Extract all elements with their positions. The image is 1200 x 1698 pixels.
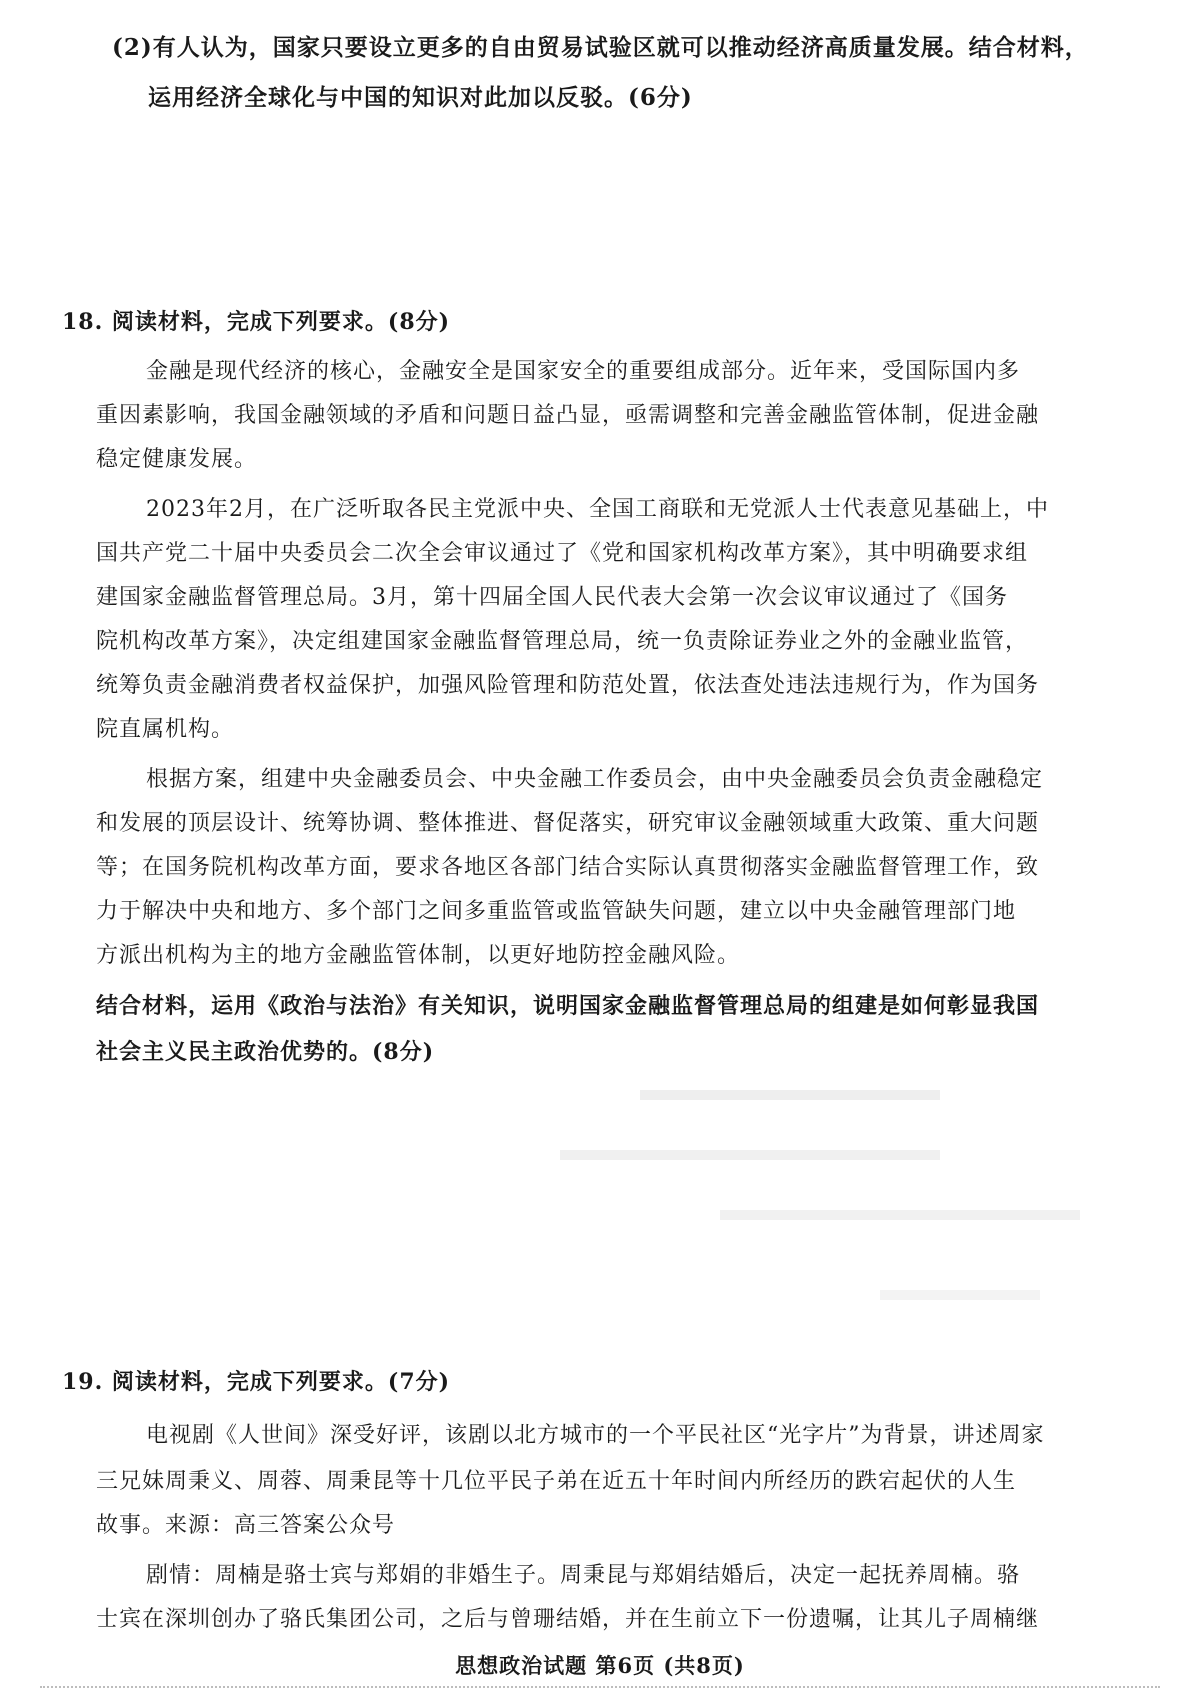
q18-header: 18. 阅读材料，完成下列要求。(8分)	[62, 309, 451, 335]
scan-bleed-through	[720, 1210, 1080, 1234]
q18-p2-line: 院机构改革方案》，决定组建国家金融监督管理总局，统一负责除证券业之外的金融业监管，	[96, 629, 1029, 654]
q18-p2-line: 统筹负责金融消费者权益保护，加强风险管理和防范处置，依法查处违法违规行为，作为国务	[96, 673, 1040, 698]
q18-p2-line: 建国家金融监督管理总局。3月，第十四届全国人民代表大会第一次会议审议通过了《国务	[96, 585, 1009, 610]
q19-p1-line: 电视剧《人世间》深受好评，该剧以北方城市的一个平民社区“光字片”为背景，讲述周家	[146, 1423, 1045, 1448]
q18-p3-line: 和发展的顶层设计、统筹协调、整体推进、督促落实，研究审议金融领域重大政策、重大问题	[96, 811, 1040, 836]
q19-header: 19. 阅读材料，完成下列要求。(7分)	[62, 1369, 451, 1395]
q17-part2-line1: (2)有人认为，国家只要设立更多的自由贸易试验区就可以推动经济高质量发展。结合材料，	[112, 34, 1089, 61]
q18-p2-line: 院直属机构。	[96, 717, 235, 742]
q18-p3-line: 力于解决中央和地方、多个部门之间多重监管或监管缺失问题，建立以中央金融管理部门地	[96, 899, 1017, 924]
q18-p3-line: 方派出机构为主的地方金融监管体制，以更好地防控金融风险。	[96, 943, 741, 968]
q18-p2-line: 2023年2月，在广泛听取各民主党派中央、全国工商联和无党派人士代表意见基础上，中	[146, 497, 1049, 522]
page-footer: 思想政治试题 第6页 (共8页)	[455, 1653, 745, 1678]
q19-p2-line: 士宾在深圳创办了骆氏集团公司，之后与曾珊结婚，并在生前立下一份遗嘱，让其儿子周楠继	[96, 1607, 1040, 1632]
scan-bleed-through	[560, 1150, 940, 1174]
q18-p3-line: 根据方案，组建中央金融委员会、中央金融工作委员会，由中央金融委员会负责金融稳定	[146, 767, 1044, 792]
q18-question-line: 结合材料，运用《政治与法治》有关知识，说明国家金融监督管理总局的组建是如何彰显我国	[96, 993, 1040, 1019]
q19-p1-line: 故事。来源：高三答案公众号	[96, 1513, 396, 1538]
q18-p1-line: 重因素影响，我国金融领域的矛盾和问题日益凸显，亟需调整和完善金融监管体制，促进金融	[96, 403, 1040, 428]
q19-p1-line: 三兄妹周秉义、周蓉、周秉昆等十几位平民子弟在近五十年时间内所经历的跌宕起伏的人生	[96, 1469, 1017, 1494]
q18-p1-line: 稳定健康发展。	[96, 447, 258, 472]
q19-p2-line: 剧情：周楠是骆士宾与郑娟的非婚生子。周秉昆与郑娟结婚后，决定一起抚养周楠。骆	[146, 1563, 1021, 1588]
q18-p3-line: 等；在国务院机构改革方面，要求各地区各部门结合实际认真贯彻落实金融监督管理工作，致	[96, 855, 1040, 880]
scan-bleed-through	[880, 1290, 1040, 1314]
q18-question-line: 社会主义民主政治优势的。(8分)	[96, 1039, 435, 1065]
q18-p1-line: 金融是现代经济的核心，金融安全是国家安全的重要组成部分。近年来，受国际国内多	[146, 359, 1021, 384]
bottom-dotted-edge	[40, 1686, 1160, 1690]
scan-bleed-through	[640, 1090, 940, 1114]
q17-part2-line2: 运用经济全球化与中国的知识对此加以反驳。(6分)	[148, 84, 693, 111]
q18-p2-line: 国共产党二十届中央委员会二次全会审议通过了《党和国家机构改革方案》，其中明确要求组	[96, 541, 1029, 566]
